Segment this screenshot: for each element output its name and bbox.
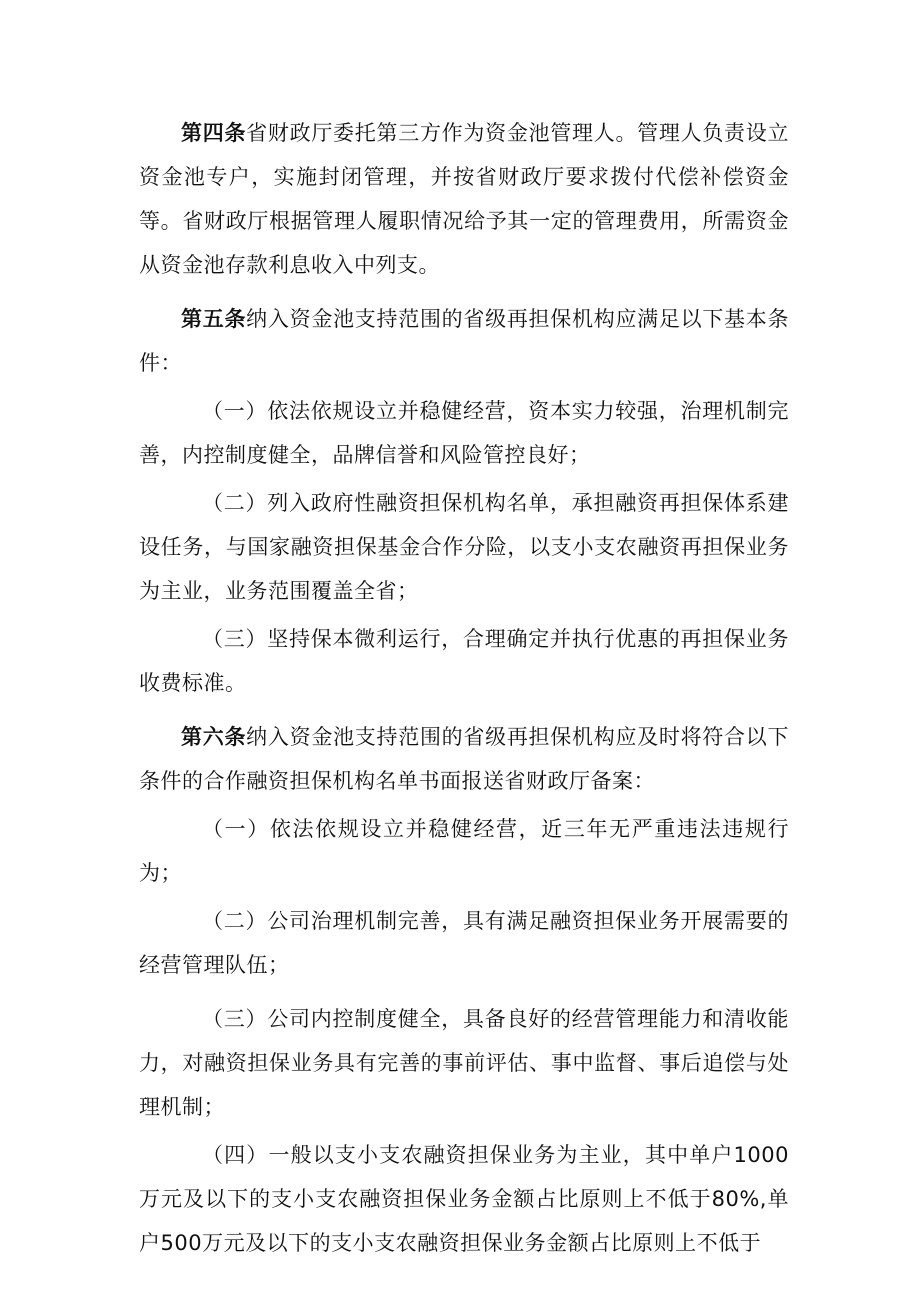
article-6-item-1-text: （一）依法依规设立并稳健经营，近三年无严重违法违规行为； [139,817,789,885]
article-5-label: 第五条 [181,307,247,331]
article-5-item-1 [139,389,789,477]
article-5-paragraph [139,297,789,385]
article-5-item-2-text: （二）列入政府性融资担保机构名单，承担融资再担保体系建设任务，与国家融资担保基金合作分险，以支小支农融资再担保业务为主业，业务范围覆盖全省； [139,491,789,603]
article-6-item-4 [139,1133,789,1265]
article-6-item-1 [139,807,789,895]
article-5-item-3-text: （三）坚持保本微利运行，合理确定并执行优惠的再担保业务收费标准。 [139,627,789,695]
article-6-item-2-text: （二）公司治理机制完善，具有满足融资担保业务开展需要的经营管理队伍； [139,909,789,977]
article-4-label: 第四条 [181,121,247,145]
article-4-paragraph [139,111,789,287]
article-6-item-3 [139,997,789,1129]
article-6-label: 第六条 [181,725,247,749]
article-5-text: 纳入资金池支持范围的省级再担保机构应满足以下基本条件： [139,307,790,375]
article-5-item-3 [139,617,789,705]
article-5-item-1-text: （一）依法依规设立并稳健经营，资本实力较强，治理机制完善，内控制度健全，品牌信誉和风险管控良好； [139,399,789,467]
article-6-item-3-text: （三）公司内控制度健全，具备良好的经营管理能力和清收能力，对融资担保业务具有完善的事前评估、事中监督、事后追偿与处理机制； [139,1007,789,1119]
article-6-item-2 [139,899,789,987]
article-6-text: 纳入资金池支持范围的省级再担保机构应及时将符合以下条件的合作融资担保机构名单书面报送省财政厅备案： [139,725,790,793]
article-6-paragraph [139,715,789,803]
document-body [139,111,789,1265]
article-4-text: 省财政厅委托第三方作为资金池管理人。管理人负责设立资金池专户，实施封闭管理，并按省财政厅要求拨付代偿补偿资金等。省财政厅根据管理人履职情况给予其一定的管理费用，所需资金从资金池存款利息收入中列支。 [139,121,790,277]
article-6-item-4-text: （四）一般以支小支农融资担保业务为主业，其中单户1000万元及以下的支小支农融资担保业务金额占比原则上不低于80%,单户500万元及以下的支小支农融资担保业务金额占比原则上不低于 [139,1143,789,1255]
article-5-item-2 [139,481,789,613]
